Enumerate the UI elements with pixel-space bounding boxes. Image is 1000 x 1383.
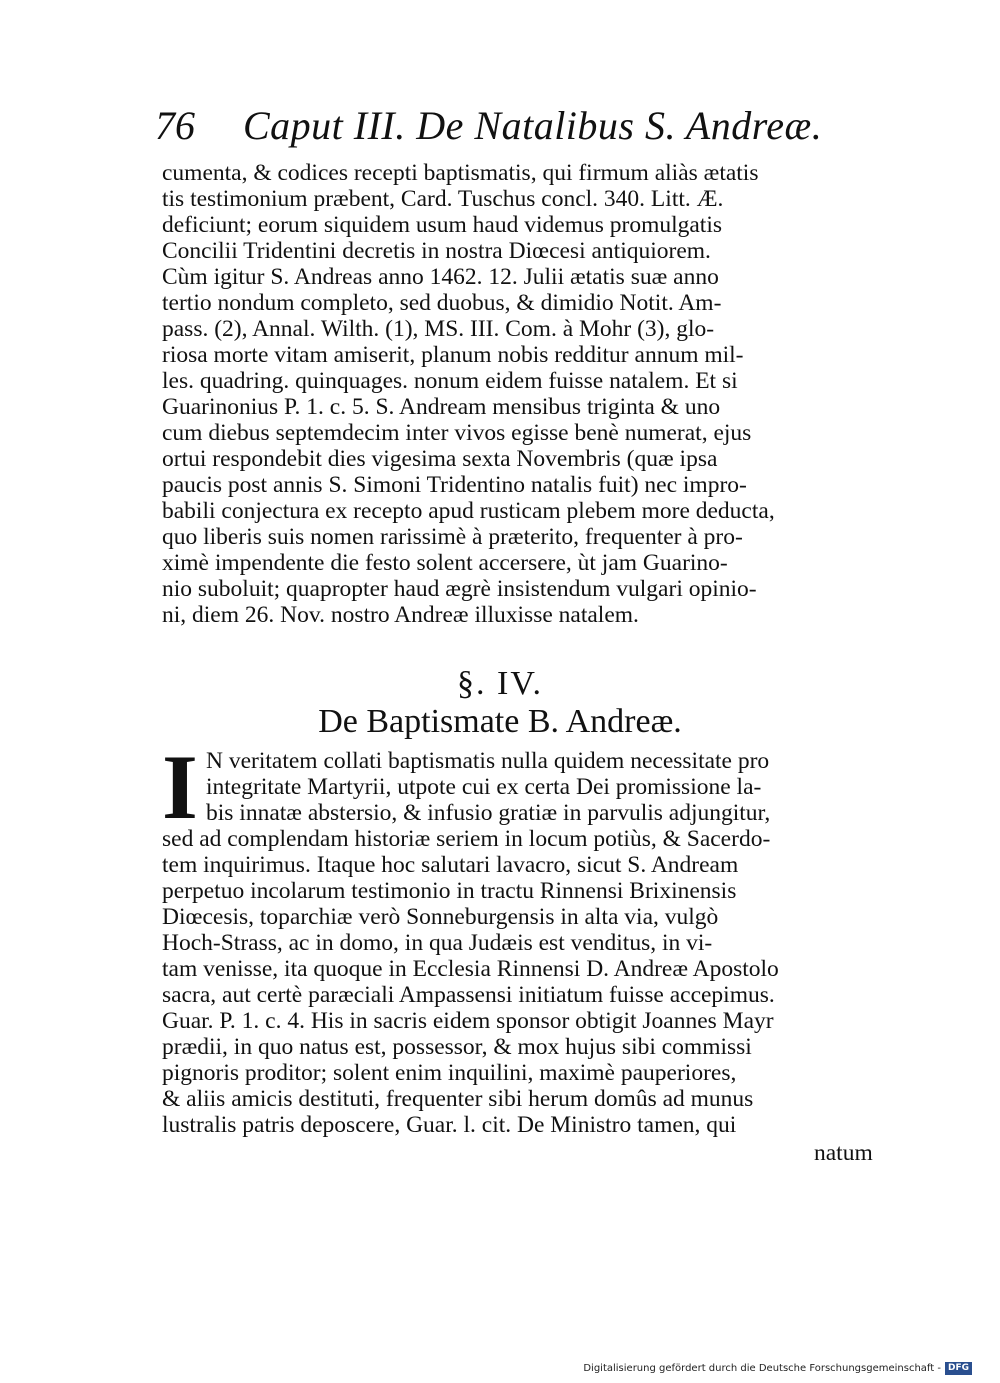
text-line: tam venisse, ita quoque in Ecclesia Rinnensi D. Andreæ Apostolo	[162, 956, 779, 982]
text-line: quo liberis suis nomen rarissimè à præterito, frequenter à pro-	[162, 524, 743, 550]
dfg-logo-icon: DFG	[945, 1362, 972, 1375]
section-number: §. IV.	[457, 665, 543, 702]
text-line: N veritatem collati baptismatis nulla quidem necessitate pro	[206, 748, 770, 774]
section-title: De Baptismate B. Andreæ.	[318, 703, 682, 740]
text-line: sacra, aut certè paræciali Ampassensi initiatum fuisse accepimus.	[162, 982, 775, 1008]
text-line: tertio nondum completo, sed duobus, & dimidio Notit. Am-	[162, 290, 722, 316]
text-line: Cùm igitur S. Andreas anno 1462. 12. Julii ætatis suæ anno	[162, 264, 719, 290]
text-line: Diœcesis, toparchiæ verò Sonneburgensis in alta via, vulgò	[162, 904, 719, 930]
text-line: pignoris proditor; solent enim inquilini, maximè pauperiores,	[162, 1060, 737, 1086]
text-line: ximè impendente die festo solent accersere, ùt jam Guarino-	[162, 550, 728, 576]
running-head: Caput III. De Natalibus S. Andreæ.	[243, 103, 823, 148]
text-line: ortui respondebit dies vigesima sexta Novembris (quæ ipsa	[162, 446, 718, 472]
text-line: paucis post annis S. Simoni Tridentino natalis fuit) nec impro-	[162, 472, 747, 498]
catchword: natum	[814, 1140, 873, 1166]
text-line: Concilii Tridentini decretis in nostra Diœcesi antiquiorem.	[162, 238, 711, 264]
text-line: pass. (2), Annal. Wilth. (1), MS. III. Com. à Mohr (3), glo-	[162, 316, 715, 342]
text-line: Hoch-Strass, ac in domo, in qua Judæis est venditus, in vi-	[162, 930, 713, 956]
footer-note-text: Digitalisierung gefördert durch die Deutsche Forschungsgemeinschaft -	[583, 1362, 941, 1374]
text-line: riosa morte vitam amiserit, planum nobis redditur annum mil-	[162, 342, 744, 368]
text-line: babili conjectura ex recepto apud rusticam plebem more deducta,	[162, 498, 775, 524]
text-line: Guar. P. 1. c. 4. His in sacris eidem sponsor obtigit Joannes Mayr	[162, 1008, 774, 1034]
text-line: Guarinonius P. 1. c. 5. S. Andream mensibus triginta & uno	[162, 394, 721, 420]
text-line: lustralis patris deposcere, Guar. l. cit. De Ministro tamen, qui	[162, 1112, 737, 1138]
text-line: les. quadring. quinquages. nonum eidem fuisse natalem. Et si	[162, 368, 738, 394]
text-line: tis testimonium præbent, Card. Tuschus concl. 340. Litt. Æ.	[162, 186, 724, 212]
text-line: tem inquirimus. Itaque hoc salutari lavacro, sicut S. Andream	[162, 852, 739, 878]
text-line: cum diebus septemdecim inter vivos egisse benè numerat, ejus	[162, 420, 752, 446]
drop-cap: I	[162, 736, 198, 838]
text-line: deficiunt; eorum siquidem usum haud videmus promulgatis	[162, 212, 723, 238]
text-line: & aliis amicis destituti, frequenter sibi herum domûs ad munus	[162, 1086, 754, 1112]
text-line: cumenta, & codices recepti baptismatis, qui firmum aliàs ætatis	[162, 160, 759, 186]
text-line: prædii, in quo natus est, possessor, & mox hujus sibi commissi	[162, 1034, 752, 1060]
text-line: perpetuo incolarum testimonio in tractu Rinnensi Brixinensis	[162, 878, 737, 904]
text-line: nio suboluit; quapropter haud ægrè insistendum vulgari opinio-	[162, 576, 757, 602]
text-line: sed ad complendam historiæ seriem in locum potiùs, & Sacerdo-	[162, 826, 771, 852]
page-header	[155, 100, 855, 152]
text-line: integritate Martyrii, utpote cui ex certa Dei promissione la-	[206, 774, 762, 800]
digitization-footer	[583, 1361, 972, 1375]
text-line: bis innatæ abstersio, & infusio gratiæ in parvulis adjungitur,	[206, 800, 771, 826]
text-line: ni, diem 26. Nov. nostro Andreæ illuxisse natalem.	[162, 602, 639, 628]
page-number: 76	[155, 103, 195, 148]
